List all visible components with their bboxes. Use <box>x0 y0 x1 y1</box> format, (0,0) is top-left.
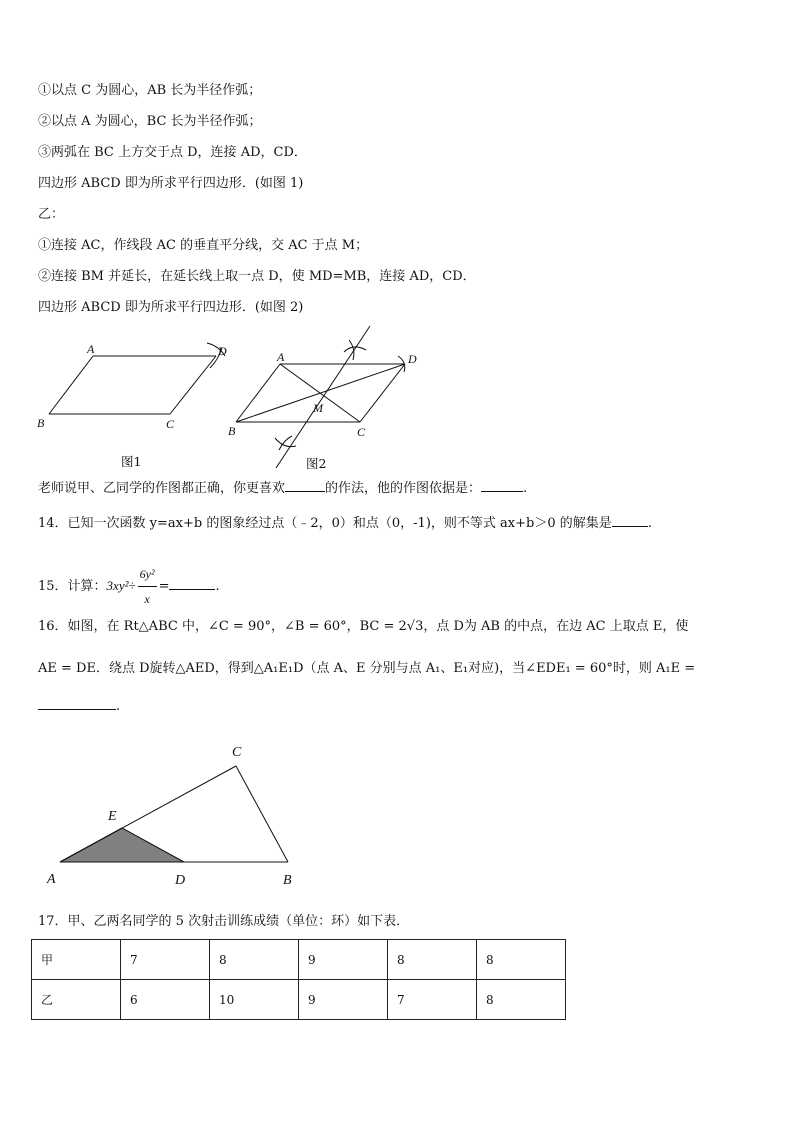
jia-step-3: ③两弧在 BC 上方交于点 D，连接 AD，CD． <box>38 145 307 160</box>
score-cell: 7 <box>121 940 210 980</box>
q15-question <box>38 562 220 611</box>
figure-1-parallelogram <box>49 343 225 414</box>
q16-line-2: AE = DE．绕点 D旋转△AED，得到△A₁E₁D（点 A、E 分别与点 A₁、E₁对应)，当∠EDE₁ = 60°时，则 A₁E = <box>38 661 696 676</box>
q15-end: . <box>215 579 220 594</box>
figure-2-parallelogram <box>236 326 405 468</box>
yi-conclusion: 四边形 ABCD 即为所求平行四边形．(如图 2) <box>38 300 304 315</box>
fig2-label-A: A <box>277 350 285 364</box>
fig1-label-B: B <box>37 416 45 430</box>
q16-answer-line <box>38 697 120 716</box>
q15-fraction <box>138 562 157 611</box>
fig2-label-M: M <box>313 401 323 415</box>
figure-1-caption: 图1 <box>121 454 142 469</box>
fig1-label-C: C <box>166 417 175 431</box>
q13-question <box>38 479 527 498</box>
score-cell: 9 <box>299 980 388 1020</box>
scores-table <box>31 939 566 1020</box>
q17-intro: 17．甲、乙两名同学的 5 次射击训练成绩（单位：环）如下表． <box>38 914 410 929</box>
jia-step-1: ①以点 C 为圆心，AB 长为半径作弧； <box>38 83 262 98</box>
q16-end: . <box>116 699 121 714</box>
yi-step-2: ②连接 BM 并延长，在延长线上取一点 D，使 MD=MB，连接 AD，CD． <box>38 269 476 284</box>
q14-end: . <box>647 516 652 531</box>
fig2-label-D: D <box>408 352 417 366</box>
shaded-triangle-AED <box>60 828 184 862</box>
q15-prefix: 15．计算： <box>38 579 107 594</box>
jia-conclusion: 四边形 ABCD 即为所求平行四边形．(如图 1) <box>38 176 304 191</box>
q15-frac-num: 6y² <box>138 562 157 587</box>
score-cell: 7 <box>388 980 477 1020</box>
row-name: 甲 <box>32 940 121 980</box>
fig3-label-D: D <box>175 873 186 888</box>
score-cell: 8 <box>210 940 299 980</box>
jia-step-2: ②以点 A 为圆心，BC 长为半径作弧； <box>38 114 262 129</box>
score-cell: 9 <box>299 940 388 980</box>
q13-end: . <box>523 481 528 496</box>
q16-blank <box>38 697 116 710</box>
q15-frac-den: x <box>144 592 150 606</box>
q13-pre: 老师说甲、乙同学的作图都正确，你更喜欢 <box>38 481 286 496</box>
table-row <box>32 980 566 1020</box>
figure-2-caption: 图2 <box>306 456 327 471</box>
q15-eq: = <box>158 579 170 594</box>
yi-step-1: ①连接 AC，作线段 AC 的垂直平分线，交 AC 于点 M； <box>38 238 369 253</box>
score-cell: 8 <box>477 980 566 1020</box>
score-cell: 6 <box>121 980 210 1020</box>
table-row <box>32 940 566 980</box>
yi-label: 乙： <box>38 207 65 222</box>
score-cell: 10 <box>210 980 299 1020</box>
score-cell: 8 <box>388 940 477 980</box>
q15-expr: 3xy²÷ <box>106 578 136 593</box>
q14-text: 14．已知一次函数 y=ax+b 的图象经过点（﹣2，0）和点（0，-1)，则不等式 ax+b＞0 的解集是 <box>38 516 612 531</box>
q13-mid: 的作法，他的作图依据是： <box>325 481 482 496</box>
q14-blank <box>612 514 648 527</box>
q16-line-1: 16．如图，在 Rt△ABC 中，∠C = 90°，∠B = 60°，BC = 2√3，点 D为 AB 的中点，在边 AC 上取点 E，使 <box>38 619 689 634</box>
score-cell: 8 <box>477 940 566 980</box>
q13-blank-2 <box>481 479 523 492</box>
fig3-label-E: E <box>108 809 117 824</box>
fig1-label-D: D <box>218 344 227 358</box>
fig2-label-B: B <box>228 424 236 438</box>
q15-blank <box>169 577 215 590</box>
q13-blank-1 <box>285 479 325 492</box>
fig2-label-C: C <box>357 425 366 439</box>
fig3-label-C: C <box>232 745 242 760</box>
q14-question <box>38 514 652 533</box>
fig3-label-A: A <box>47 872 56 887</box>
row-name: 乙 <box>32 980 121 1020</box>
fig1-label-A: A <box>87 342 95 356</box>
fig3-label-B: B <box>283 873 292 888</box>
